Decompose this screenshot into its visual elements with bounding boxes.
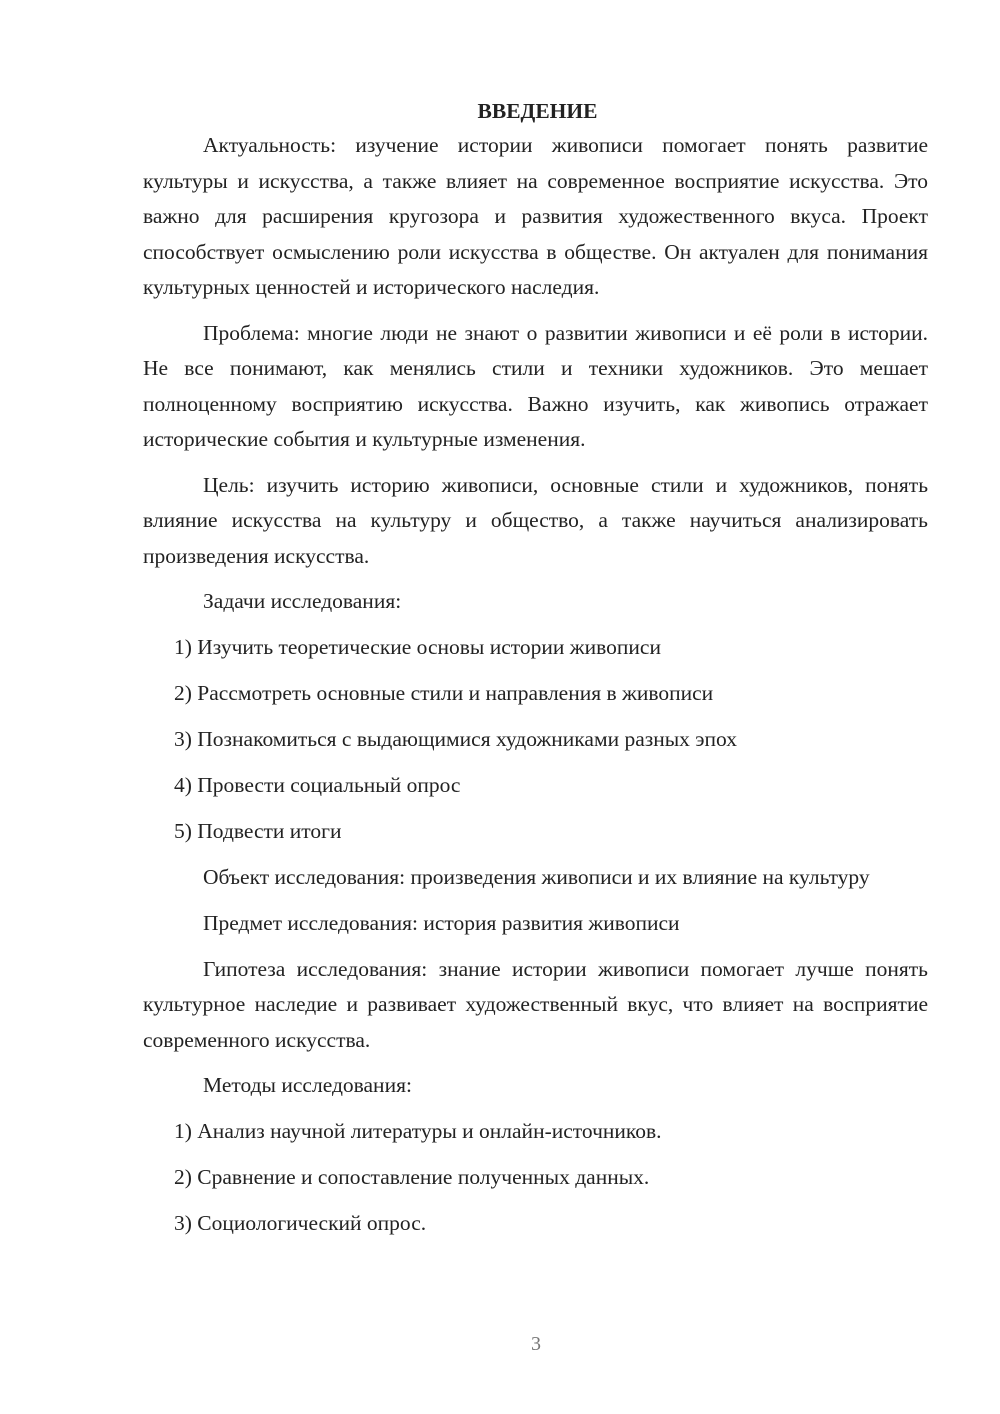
method-item: 3) Социологический опрос. bbox=[174, 1211, 427, 1235]
methods-label: Методы исследования: bbox=[203, 1073, 412, 1097]
goal-paragraph: Цель: изучить историю живописи, основные стили и художников, понять влияние искусства на культуру и общество, а также научиться анализировать произведения искусства. bbox=[143, 472, 928, 568]
section-title: ВВЕДЕНИЕ bbox=[477, 99, 598, 123]
relevance-paragraph: Актуальность: изучение истории живописи помогает понять развитие культуры и искусства, а также влияет на современное восприятие искусства. Это важно для расширения кругозора и развития художественного вкуса. Проект способствует осмыслению роли искусства в обществе. Он актуален для понимания культурных ценностей и исторического наследия. bbox=[143, 133, 928, 299]
task-item: 1) Изучить теоретические основы истории живописи bbox=[174, 635, 661, 659]
hypothesis-paragraph: Гипотеза исследования: знание истории живописи помогает лучше понять культурное наследие и развивает художественный вкус, что влияет на восприятие современного искусства. bbox=[143, 956, 928, 1052]
method-item: 1) Анализ научной литературы и онлайн-источников. bbox=[174, 1119, 662, 1143]
methods-list bbox=[143, 1114, 928, 1242]
tasks-label: Задачи исследования: bbox=[203, 589, 402, 613]
task-item: 5) Подвести итоги bbox=[174, 819, 342, 843]
task-item: 2) Рассмотреть основные стили и направления в живописи bbox=[174, 681, 714, 705]
tasks-list bbox=[143, 630, 928, 850]
page-number: 3 bbox=[531, 1333, 541, 1355]
subject-paragraph: Предмет исследования: история развития живописи bbox=[203, 910, 680, 935]
problem-paragraph: Проблема: многие люди не знают о развитии живописи и её роли в истории. Не все понимают, как менялись стили и техники художников. Это мешает полноценному восприятию искусства. Важно изучить, как живопись отражает исторические события и культурные изменения. bbox=[143, 320, 928, 451]
method-item: 2) Сравнение и сопоставление полученных данных. bbox=[174, 1165, 650, 1189]
object-paragraph: Объект исследования: произведения живописи и их влияние на культуру bbox=[203, 865, 870, 889]
task-item: 4) Провести социальный опрос bbox=[174, 773, 461, 797]
document-page bbox=[143, 94, 928, 1252]
task-item: 3) Познакомиться с выдающимися художниками разных эпох bbox=[174, 727, 738, 751]
